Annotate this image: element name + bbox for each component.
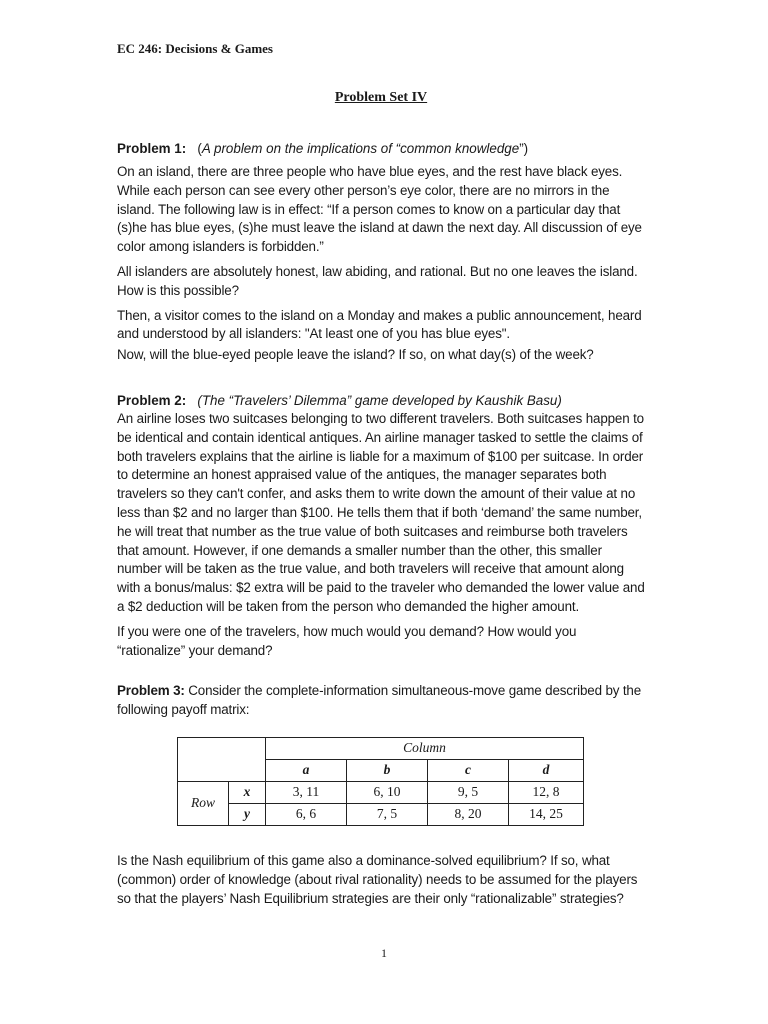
row-player-label: Row <box>178 781 229 825</box>
payoff-cell-y-b: 7, 5 <box>347 803 428 825</box>
payoff-cell-x-b: 6, 10 <box>347 781 428 803</box>
problem-1-paragraph-2: All islanders are absolutely honest, law abiding, and rational. But no one leaves the island. How is this possible? <box>117 263 638 298</box>
problem-1-paragraph-4: Now, will the blue-eyed people leave the island? If so, on what day(s) of the week? <box>117 347 594 363</box>
row-strategy-y: y <box>229 803 266 825</box>
column-player-label: Column <box>266 737 584 759</box>
payoff-matrix <box>177 737 584 826</box>
problem-2-subtitle-close: ” game developed by Kaushik Basu) <box>346 392 562 408</box>
row-strategy-x: x <box>229 781 266 803</box>
problem-2-subtitle: Travelers’ Dilemma <box>233 392 347 408</box>
document-title: Problem Set IV <box>334 90 428 105</box>
payoff-cell-x-c: 9, 5 <box>428 781 509 803</box>
column-strategy-d: d <box>509 759 584 781</box>
payoff-cell-y-d: 14, 25 <box>509 803 584 825</box>
column-strategy-a: a <box>266 759 347 781</box>
payoff-cell-x-a: 3, 11 <box>266 781 347 803</box>
problem-2-subtitle-open: (The “ <box>197 392 234 408</box>
problem-2-label: Problem 2: <box>117 392 187 408</box>
problem-2-paragraph-2: If you were one of the travelers, how much would you demand? How would you “rationalize” your demand? <box>117 623 577 658</box>
document-page <box>117 40 645 908</box>
problem-1-label: Problem 1: <box>117 141 187 156</box>
problem-1-paragraph-1: On an island, there are three people who have blue eyes, and the rest have black eyes. While each person can see every other person’s eye color, there are no mirrors in the island. The following law is in effect: “If a person comes to know on a particular day that (s)he has blue eyes, (s)he must leave the island at dawn the next day. All discussion of eye color among islanders is forbidden.” <box>117 164 642 255</box>
column-strategy-b: b <box>347 759 428 781</box>
problem-3-question: Is the Nash equilibrium of this game also a dominance-solved equilibrium? If so, what (common) order of knowledge (about rival rationality) needs to be assumed for the players so that the players’ Nash Equilibrium strategies are their only “rationalizable” strategies? <box>117 852 638 906</box>
payoff-cell-y-a: 6, 6 <box>266 803 347 825</box>
column-strategy-c: c <box>428 759 509 781</box>
problem-3-intro: Consider the complete-information simultaneous-move game described by the following payoff matrix: <box>117 683 642 718</box>
problem-1-subtitle-open: ( <box>197 141 202 156</box>
course-header: EC 246: Decisions & Games <box>117 41 273 56</box>
problem-3-label: Problem 3: <box>117 683 185 699</box>
problem-2-heading <box>117 391 645 410</box>
payoff-cell-x-d: 12, 8 <box>509 781 584 803</box>
problem-1-subtitle-close: ”) <box>519 141 529 156</box>
problem-3-intro-paragraph <box>117 682 645 720</box>
payoff-matrix-corner <box>178 737 266 781</box>
problem-1-subtitle: A problem on the implications of “common knowledge <box>201 141 520 156</box>
problem-1-heading <box>117 139 645 158</box>
problem-2-paragraph-1: An airline loses two suitcases belonging to two different travelers. Both suitcases happen to be identical and contain identical antiques. An airline manager tasked to settle the claims of both travelers explains that the airline is liable for a maximum of $100 per suitcase. In order to determine an honest appraised value of the antiques, the manager separates both travelers so they can't confer, and asks them to write down the amount of their value at no less than $2 and no larger than $100. He tells them that if both ‘demand’ the same number, he will treat that number as the true value of both suitcases and reimburse both travelers that amount. However, if one demands a smaller number than the other, this smaller number will be taken as the true value, and both travelers will receive that amount along with a bonus/malus: $2 extra will be paid to the traveler who demanded the lower value and a $2 deduction will be taken from the person who demanded the higher amount. <box>117 410 645 614</box>
payoff-cell-y-c: 8, 20 <box>428 803 509 825</box>
page-number: 1 <box>381 946 387 960</box>
problem-1-paragraph-3: Then, a visitor comes to the island on a Monday and makes a public announcement, heard and understood by all islanders: "At least one of you has blue eyes". <box>117 307 642 342</box>
